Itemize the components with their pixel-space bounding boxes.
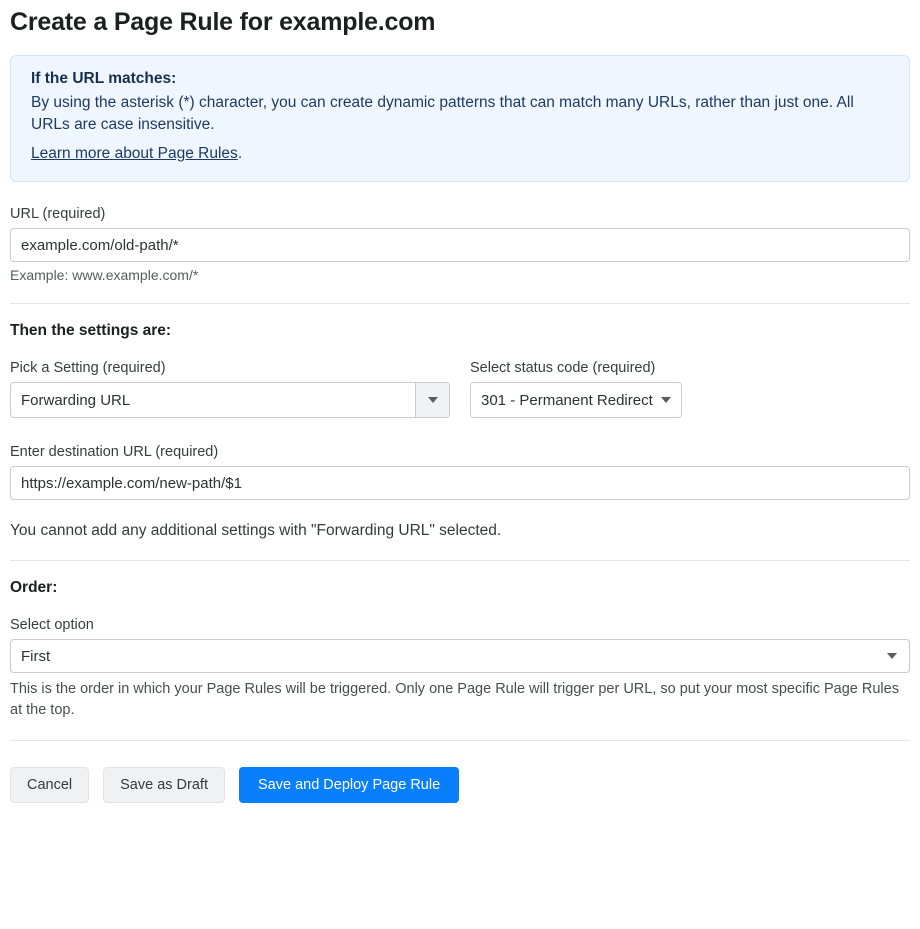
chevron-down-icon [415,383,449,417]
pick-setting-label: Pick a Setting (required) [10,360,166,377]
url-input[interactable] [10,228,910,262]
url-match-info-box [10,55,910,182]
status-code-value: 301 - Permanent Redirect [481,391,653,409]
pick-setting-select[interactable] [10,382,450,418]
order-group [10,617,910,720]
divider-actions [10,740,910,741]
pick-setting-value: Forwarding URL [21,391,131,409]
settings-heading: Then the settings are: [10,322,172,340]
save-deploy-button[interactable]: Save and Deploy Page Rule [239,767,459,803]
page-title: Create a Page Rule for example.com [10,8,436,36]
destination-input[interactable] [10,466,910,500]
url-label: URL (required) [10,206,106,223]
url-hint: Example: www.example.com/* [10,267,199,284]
order-select[interactable] [10,639,910,673]
form-actions [10,767,910,821]
page-rule-form [0,8,920,821]
cancel-button[interactable]: Cancel [10,767,89,803]
order-label: Select option [10,617,94,634]
info-box-link-suffix: . [237,144,243,162]
info-box-title: If the URL matches: [31,70,177,87]
url-field-group [10,206,910,283]
divider-settings [10,303,910,304]
chevron-down-icon [661,397,671,403]
destination-label: Enter destination URL (required) [10,444,219,461]
status-code-group [470,360,770,418]
order-heading: Order: [10,579,58,597]
settings-row [10,360,910,418]
forwarding-note: You cannot add any additional settings with "Forwarding URL" selected. [10,522,502,540]
order-helper-text: This is the order in which your Page Rules will be triggered. Only one Page Rule will trigger per URL, so put your most specific Page Rules at the top. [10,681,899,718]
pick-setting-group [10,360,450,418]
status-code-select[interactable] [470,382,682,418]
info-box-text: By using the asterisk (*) character, you can create dynamic patterns that can match many URLs, rather than just one. All URLs are case insensitive. [31,94,854,134]
learn-more-link[interactable]: Learn more about Page Rules [31,144,238,162]
chevron-down-icon [887,653,909,659]
destination-group [10,444,910,500]
divider-order [10,560,910,561]
status-code-label: Select status code (required) [470,360,656,377]
save-draft-button[interactable]: Save as Draft [103,767,225,803]
order-value: First [21,647,51,665]
